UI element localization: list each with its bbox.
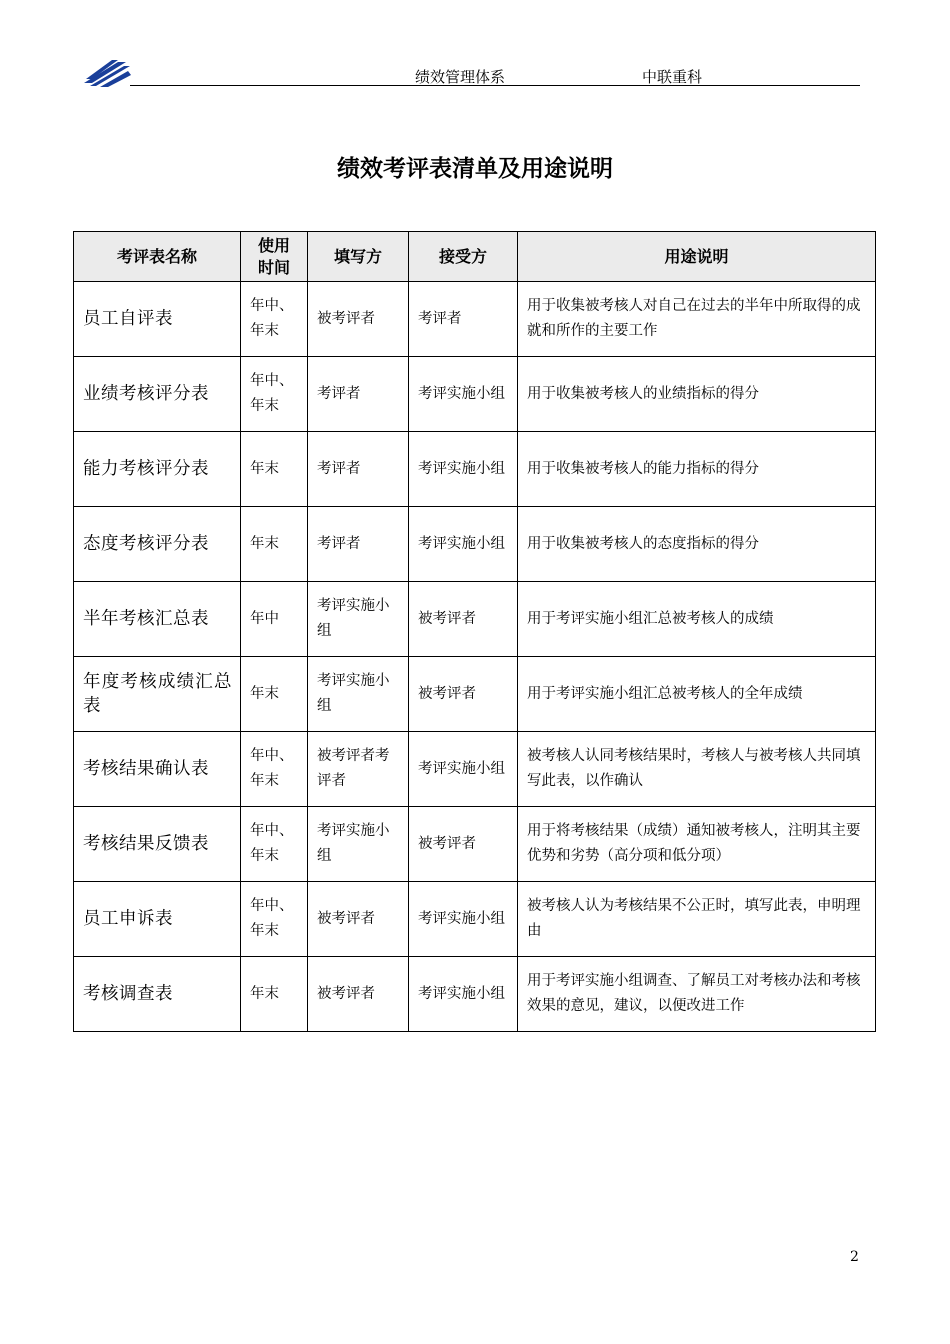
usage-time-cell <box>241 357 308 432</box>
purpose-cell-text: 用于收集被考核人对自己在过去的半年中所取得的成就和所作的主要工作 <box>527 298 861 339</box>
receiver-cell <box>409 732 518 807</box>
receiver-cell <box>409 357 518 432</box>
filler-cell <box>308 882 409 957</box>
table-row <box>74 432 876 507</box>
table-row <box>74 282 876 357</box>
filler-cell-text: 考评者 <box>317 535 361 552</box>
column-header-receiver: 接受方 <box>409 232 518 282</box>
filler-cell <box>308 357 409 432</box>
header-system-name: 绩效管理体系 <box>415 68 506 86</box>
header-divider <box>130 85 860 86</box>
receiver-cell <box>409 657 518 732</box>
column-header-time <box>241 232 308 282</box>
form-name-cell <box>74 957 241 1032</box>
usage-time-cell-text: 年末 <box>250 685 279 702</box>
table-row <box>74 732 876 807</box>
purpose-cell-text: 用于将考核结果（成绩）通知被考核人，注明其主要优势和劣势（高分项和低分项） <box>527 823 861 864</box>
page-title: 绩效考评表清单及用途说明 <box>337 156 613 182</box>
receiver-cell <box>409 432 518 507</box>
receiver-cell <box>409 957 518 1032</box>
receiver-cell <box>409 282 518 357</box>
purpose-cell <box>518 432 876 507</box>
filler-cell <box>308 582 409 657</box>
filler-cell <box>308 282 409 357</box>
usage-time-cell-text: 年中、年末 <box>250 298 294 339</box>
form-name-cell <box>74 432 241 507</box>
usage-time-cell <box>241 882 308 957</box>
filler-cell <box>308 657 409 732</box>
purpose-cell <box>518 732 876 807</box>
receiver-cell <box>409 807 518 882</box>
purpose-cell-text: 用于考评实施小组汇总被考核人的成绩 <box>527 610 774 627</box>
column-header-filler: 填写方 <box>308 232 409 282</box>
receiver-cell-text: 考评者 <box>418 310 462 327</box>
receiver-cell-text: 考评实施小组 <box>418 910 505 927</box>
receiver-cell-text: 考评实施小组 <box>418 535 505 552</box>
purpose-cell-text: 用于考评实施小组调查、了解员工对考核办法和考核效果的意见，建议，以便改进工作 <box>527 973 861 1014</box>
filler-cell-text: 考评者 <box>317 385 361 402</box>
table-header-row <box>74 232 876 282</box>
receiver-cell-text: 考评实施小组 <box>418 460 505 477</box>
purpose-cell <box>518 657 876 732</box>
form-name-cell-text: 员工自评表 <box>83 309 173 329</box>
receiver-cell-text: 考评实施小组 <box>418 985 505 1002</box>
form-name-cell <box>74 882 241 957</box>
form-name-cell <box>74 507 241 582</box>
purpose-cell <box>518 957 876 1032</box>
purpose-cell <box>518 507 876 582</box>
purpose-cell <box>518 357 876 432</box>
form-name-cell-text: 考核结果反馈表 <box>83 834 209 854</box>
filler-cell-text: 考评实施小组 <box>317 823 390 864</box>
usage-time-cell-text: 年末 <box>250 985 279 1002</box>
form-name-cell-text: 考核结果确认表 <box>83 759 209 779</box>
filler-cell-text: 考评者 <box>317 460 361 477</box>
purpose-cell <box>518 807 876 882</box>
usage-time-cell-text: 年末 <box>250 460 279 477</box>
filler-cell <box>308 732 409 807</box>
receiver-cell-text: 考评实施小组 <box>418 385 505 402</box>
usage-time-cell <box>241 507 308 582</box>
filler-cell-text: 被考评者考评者 <box>317 748 390 789</box>
form-name-cell <box>74 357 241 432</box>
receiver-cell <box>409 882 518 957</box>
form-name-cell-text: 业绩考核评分表 <box>83 384 209 404</box>
filler-cell-text: 被考评者 <box>317 310 375 327</box>
form-name-cell-text: 态度考核评分表 <box>83 534 209 554</box>
usage-time-cell-text: 年中、年末 <box>250 373 294 414</box>
filler-cell <box>308 507 409 582</box>
purpose-cell <box>518 282 876 357</box>
purpose-cell-text: 用于收集被考核人的业绩指标的得分 <box>527 385 759 402</box>
purpose-cell-text: 被考核人认为考核结果不公正时，填写此表，申明理由 <box>527 898 861 939</box>
form-name-cell-text: 年度考核成绩汇总表 <box>83 672 232 716</box>
usage-time-cell <box>241 432 308 507</box>
usage-time-cell <box>241 282 308 357</box>
usage-time-cell-text: 年末 <box>250 535 279 552</box>
filler-cell <box>308 807 409 882</box>
purpose-cell <box>518 582 876 657</box>
company-logo-icon <box>82 58 132 88</box>
table-row <box>74 882 876 957</box>
page-number: 2 <box>850 1249 859 1265</box>
table-row <box>74 507 876 582</box>
usage-time-cell-text: 年中、年末 <box>250 898 294 939</box>
filler-cell-text: 考评实施小组 <box>317 598 390 639</box>
filler-cell <box>308 957 409 1032</box>
form-name-cell <box>74 732 241 807</box>
receiver-cell <box>409 507 518 582</box>
table-row <box>74 807 876 882</box>
form-name-cell-text: 半年考核汇总表 <box>83 609 209 629</box>
usage-time-cell <box>241 957 308 1032</box>
form-name-cell-text: 员工申诉表 <box>83 909 173 929</box>
receiver-cell-text: 考评实施小组 <box>418 760 505 777</box>
receiver-cell-text: 被考评者 <box>418 685 476 702</box>
evaluation-forms-table <box>73 231 876 1032</box>
usage-time-cell-text: 年中、年末 <box>250 748 294 789</box>
purpose-cell-text: 被考核人认同考核结果时，考核人与被考核人共同填写此表，以作确认 <box>527 748 861 789</box>
form-name-cell <box>74 282 241 357</box>
usage-time-cell-text: 年中、年末 <box>250 823 294 864</box>
usage-time-cell <box>241 732 308 807</box>
column-header-purpose: 用途说明 <box>518 232 876 282</box>
usage-time-cell <box>241 807 308 882</box>
filler-cell-text: 考评实施小组 <box>317 673 390 714</box>
filler-cell <box>308 432 409 507</box>
form-name-cell <box>74 582 241 657</box>
form-name-cell-text: 考核调查表 <box>83 984 173 1004</box>
usage-time-cell <box>241 657 308 732</box>
usage-time-cell-text: 年中 <box>250 610 279 627</box>
receiver-cell <box>409 582 518 657</box>
table-row <box>74 657 876 732</box>
table-row <box>74 357 876 432</box>
column-header-name: 考评表名称 <box>74 232 241 282</box>
table-body <box>74 282 876 1032</box>
form-name-cell <box>74 807 241 882</box>
receiver-cell-text: 被考评者 <box>418 835 476 852</box>
form-name-cell <box>74 657 241 732</box>
header-company-name: 中联重科 <box>642 68 703 86</box>
filler-cell-text: 被考评者 <box>317 985 375 1002</box>
purpose-cell-text: 用于收集被考核人的态度指标的得分 <box>527 535 759 552</box>
filler-cell-text: 被考评者 <box>317 910 375 927</box>
usage-time-cell <box>241 582 308 657</box>
receiver-cell-text: 被考评者 <box>418 610 476 627</box>
purpose-cell-text: 用于收集被考核人的能力指标的得分 <box>527 460 759 477</box>
column-header-time-label: 使用 时间 <box>257 235 290 277</box>
form-name-cell-text: 能力考核评分表 <box>83 459 209 479</box>
purpose-cell-text: 用于考评实施小组汇总被考核人的全年成绩 <box>527 685 803 702</box>
table-row <box>74 582 876 657</box>
purpose-cell <box>518 882 876 957</box>
table-row <box>74 957 876 1032</box>
